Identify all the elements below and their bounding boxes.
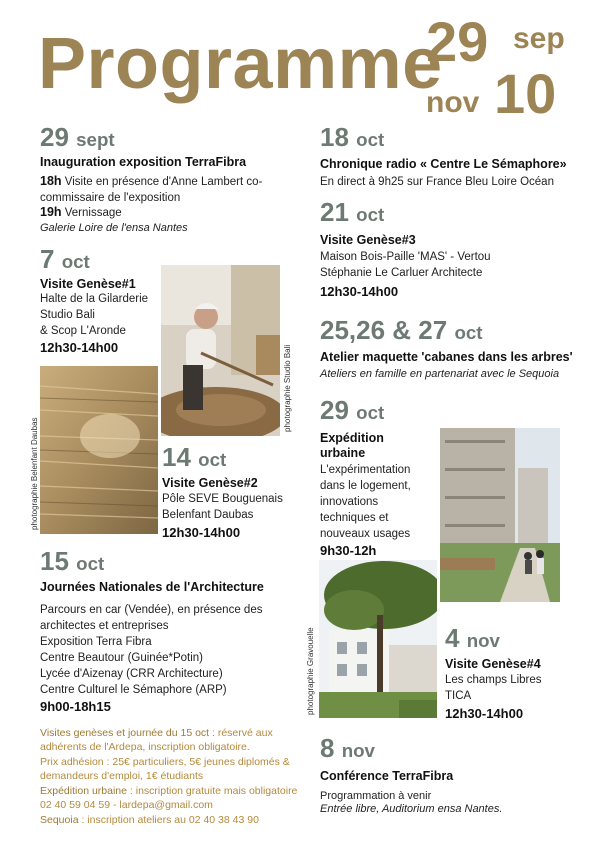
event-2-day: 7 [40, 244, 55, 274]
info-line-4: demandeurs d'emploi, 1€ étudiants [40, 770, 204, 783]
photo-earth-mixing [161, 265, 280, 436]
event-8-line-2: dans le logement, [320, 480, 411, 492]
event-4-line-5: Lycée d'Aizenay (CRR Architecture) [40, 668, 223, 680]
event-10-note: Entrée libre, Auditorium ensa Nantes. [320, 803, 503, 815]
event-9-date [445, 625, 500, 651]
event-1-day: 29 [40, 122, 69, 152]
event-3-heading: Visite Genèse#2 [162, 476, 258, 490]
event-9-line-1: Les champs Libres [445, 674, 542, 686]
info-line-7-label: Sequoia [40, 813, 79, 826]
event-4-line-2: architectes et entreprises [40, 620, 169, 632]
event-5-text: En direct à 9h25 sur France Bleu Loire Océan [320, 176, 554, 188]
event-10-month: nov [341, 740, 375, 761]
event-2-time: 12h30-14h00 [40, 340, 119, 355]
event-5-heading: Chronique radio « Centre Le Sémaphore» [320, 157, 567, 171]
event-2-line-2: Studio Bali [40, 309, 95, 321]
event-4-month: oct [76, 553, 105, 574]
event-6-heading: Visite Genèse#3 [320, 233, 416, 247]
event-1-heading: Inauguration exposition TerraFibra [40, 155, 247, 169]
credit-gravouelle: photographie Gravouelle [306, 627, 315, 715]
event-1-text-1: Visite en présence d'Anne Lambert co-commissaire de l'exposition [40, 176, 263, 204]
event-8-heading-1: Expédition [320, 431, 384, 445]
event-9-line-2: TICA [445, 690, 472, 702]
page-title: Programme [38, 24, 443, 104]
event-6-time: 12h30-14h00 [320, 284, 399, 299]
event-8-line-1: L'expérimentation [320, 464, 411, 476]
event-2-line-1: Halte de la Gilarderie [40, 293, 149, 305]
event-8-day: 29 [320, 395, 349, 425]
event-4-line-6: Centre Culturel le Sémaphore (ARP) [40, 684, 227, 696]
event-9-month: nov [466, 630, 500, 651]
event-8-time: 9h30-12h [320, 543, 377, 558]
event-8-line-4: techniques et [320, 512, 389, 524]
event-6-line-1: Maison Bois-Paille 'MAS' - Vertou [320, 251, 491, 263]
info-line-1-label: Visites genèses et journée du 15 oct [40, 727, 210, 739]
event-1-time-2: 19h [40, 205, 62, 219]
event-5-month: oct [356, 129, 385, 150]
event-3-day: 14 [162, 442, 191, 472]
event-8-line-5: nouveaux usages [320, 528, 411, 540]
photo-earth-mixing-image [161, 265, 280, 436]
event-5-date [320, 124, 384, 150]
event-7-days: 25,26 & 27 [320, 315, 448, 345]
end-month: nov [426, 86, 480, 119]
event-1-date [40, 124, 115, 150]
credit-studio-bali: photographie Studio Bali [283, 344, 292, 432]
photo-tree-buildings [319, 560, 437, 718]
event-4-line-3: Exposition Terra Fibra [40, 636, 152, 648]
event-3-time: 12h30-14h00 [162, 525, 241, 540]
event-4-heading: Journées Nationales de l'Architecture [40, 580, 264, 594]
event-4-time: 9h00-18h15 [40, 699, 111, 714]
info-line-5-text: : inscription gratuite mais obligatoire [126, 784, 298, 797]
event-6-line-2: Stéphanie Le Carluer Architecte [320, 267, 483, 279]
event-3-line-2: Belenfant Daubas [162, 509, 254, 521]
event-7-month: oct [454, 322, 483, 343]
event-9-time: 12h30-14h00 [445, 706, 524, 721]
info-line-5 [40, 784, 315, 798]
info-line-7 [40, 813, 315, 827]
event-7-note: Ateliers en famille en partenariat avec le Sequoia [320, 368, 560, 380]
event-6-date [320, 199, 384, 225]
credit-belenfant: photographie Belenfant Daubas [30, 417, 39, 530]
event-4-line-1: Parcours en car (Vendée), en présence des [40, 604, 263, 616]
event-7-heading: Atelier maquette 'cabanes dans les arbres' [320, 350, 573, 364]
info-line-1-text: : réservé aux [209, 727, 273, 739]
event-4-line-4: Centre Beautour (Guinée*Potin) [40, 652, 204, 664]
event-10-day: 8 [320, 733, 335, 763]
photo-housing-street [440, 428, 560, 602]
event-9-day: 4 [445, 623, 460, 653]
event-9-heading: Visite Genèse#4 [445, 657, 541, 671]
info-line-2: adhérents de l'Ardepa, inscription obligatoire. [40, 741, 250, 754]
event-2-line-3: & Scop L'Aronde [40, 325, 126, 337]
event-1-text-2: Vernissage [64, 207, 122, 219]
event-1-time-1: 18h [40, 174, 62, 188]
photo-tree-buildings-image [319, 560, 437, 718]
event-3-month: oct [198, 449, 227, 470]
event-8-date [320, 397, 384, 423]
start-month: sep [513, 22, 565, 55]
event-3-line-1: Pôle SEVE Bouguenais [162, 493, 283, 505]
event-1-line-1 [40, 173, 270, 206]
info-line-5-label: Expédition urbaine [40, 784, 127, 797]
info-line-3: Prix adhésion : 25€ particuliers, 5€ jeunes diplomés & [40, 755, 290, 768]
event-6-day: 21 [320, 197, 349, 227]
event-10-text: Programmation à venir [320, 790, 432, 802]
event-1-month: sept [76, 129, 115, 150]
event-1-place: Galerie Loire de l'ensa Nantes [40, 222, 188, 234]
start-day: 29 [426, 10, 489, 73]
event-10-date [320, 735, 375, 761]
event-7-date [320, 317, 483, 343]
photo-straw-wall [40, 366, 158, 534]
info-line-7-text: : inscription ateliers au 02 40 38 43 90 [78, 813, 259, 826]
event-8-line-3: innovations [320, 496, 379, 508]
event-4-day: 15 [40, 546, 69, 576]
event-5-day: 18 [320, 122, 349, 152]
event-1-line-2 [40, 204, 122, 222]
info-block [40, 726, 315, 827]
event-3-date [162, 444, 226, 470]
event-8-month: oct [356, 402, 385, 423]
info-line-6: 02 40 59 04 59 - lardepa@gmail.com [40, 799, 213, 812]
event-8-heading-2: urbaine [320, 446, 366, 460]
photo-straw-wall-image [40, 366, 158, 534]
info-line-1 [40, 726, 315, 740]
event-2-heading: Visite Genèse#1 [40, 277, 136, 291]
event-6-month: oct [356, 204, 385, 225]
event-4-date [40, 548, 104, 574]
photo-housing-street-image [440, 428, 560, 602]
end-day: 10 [494, 62, 557, 125]
event-2-month: oct [61, 251, 90, 272]
event-2-date [40, 246, 90, 272]
event-10-heading: Conférence TerraFibra [320, 769, 454, 783]
